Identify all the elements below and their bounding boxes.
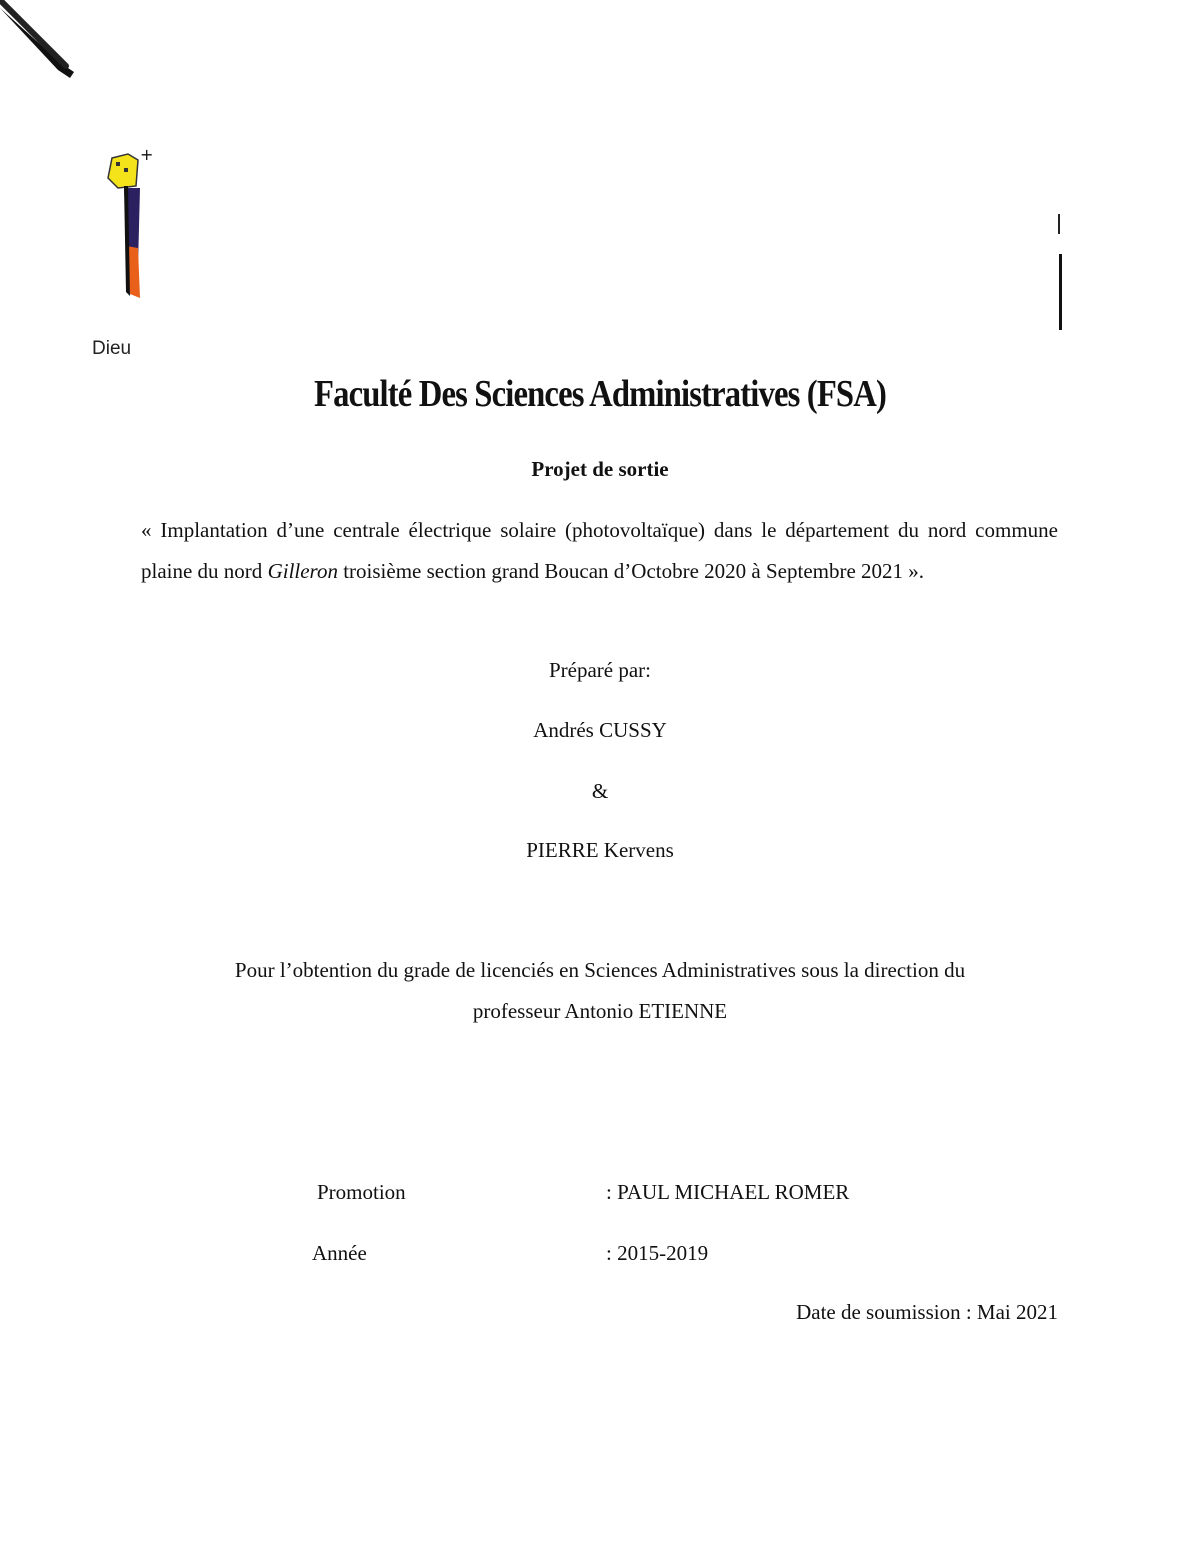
author-name: PIERRE Kervens: [526, 838, 674, 862]
margin-mark-decoration: [1050, 210, 1070, 335]
abstract-text-end: troisième section grand Boucan d’Octobre 2020 à Septembre 2021 ».: [337, 559, 925, 583]
author-name: Andrés CUSSY: [533, 718, 667, 742]
abstract-text-start: « Implantation d’une centrale électrique solaire (photovoltaïque) dans le département du nord commune plaine du nord: [141, 518, 1058, 583]
svg-text:+: +: [140, 146, 154, 164]
purpose-line: Pour l’obtention du grade de licenciés en Sciences Administratives sous la direction du: [234, 958, 966, 982]
purpose-line: professeur Antonio ETIENNE: [472, 999, 728, 1023]
submission-date: Date de soumission : Mai 2021: [796, 1300, 1058, 1324]
abstract-place-name: Gilleron: [267, 559, 338, 583]
brush-stroke-decoration: [0, 0, 90, 90]
logo-caption: Dieu: [92, 338, 132, 359]
university-logo-icon: [104, 146, 162, 306]
promotion-value: : PAUL MICHAEL ROMER: [606, 1180, 850, 1204]
project-label: Projet de sortie: [531, 457, 669, 481]
prepared-by-label: Préparé par:: [548, 658, 652, 682]
year-value: : 2015-2019: [606, 1241, 709, 1265]
promotion-label: Promotion: [317, 1180, 406, 1204]
project-abstract: [141, 510, 1058, 592]
faculty-title: Faculté Des Sciences Administratives (FSA): [313, 373, 887, 415]
author-separator: &: [591, 779, 609, 803]
year-label: Année: [312, 1241, 367, 1265]
